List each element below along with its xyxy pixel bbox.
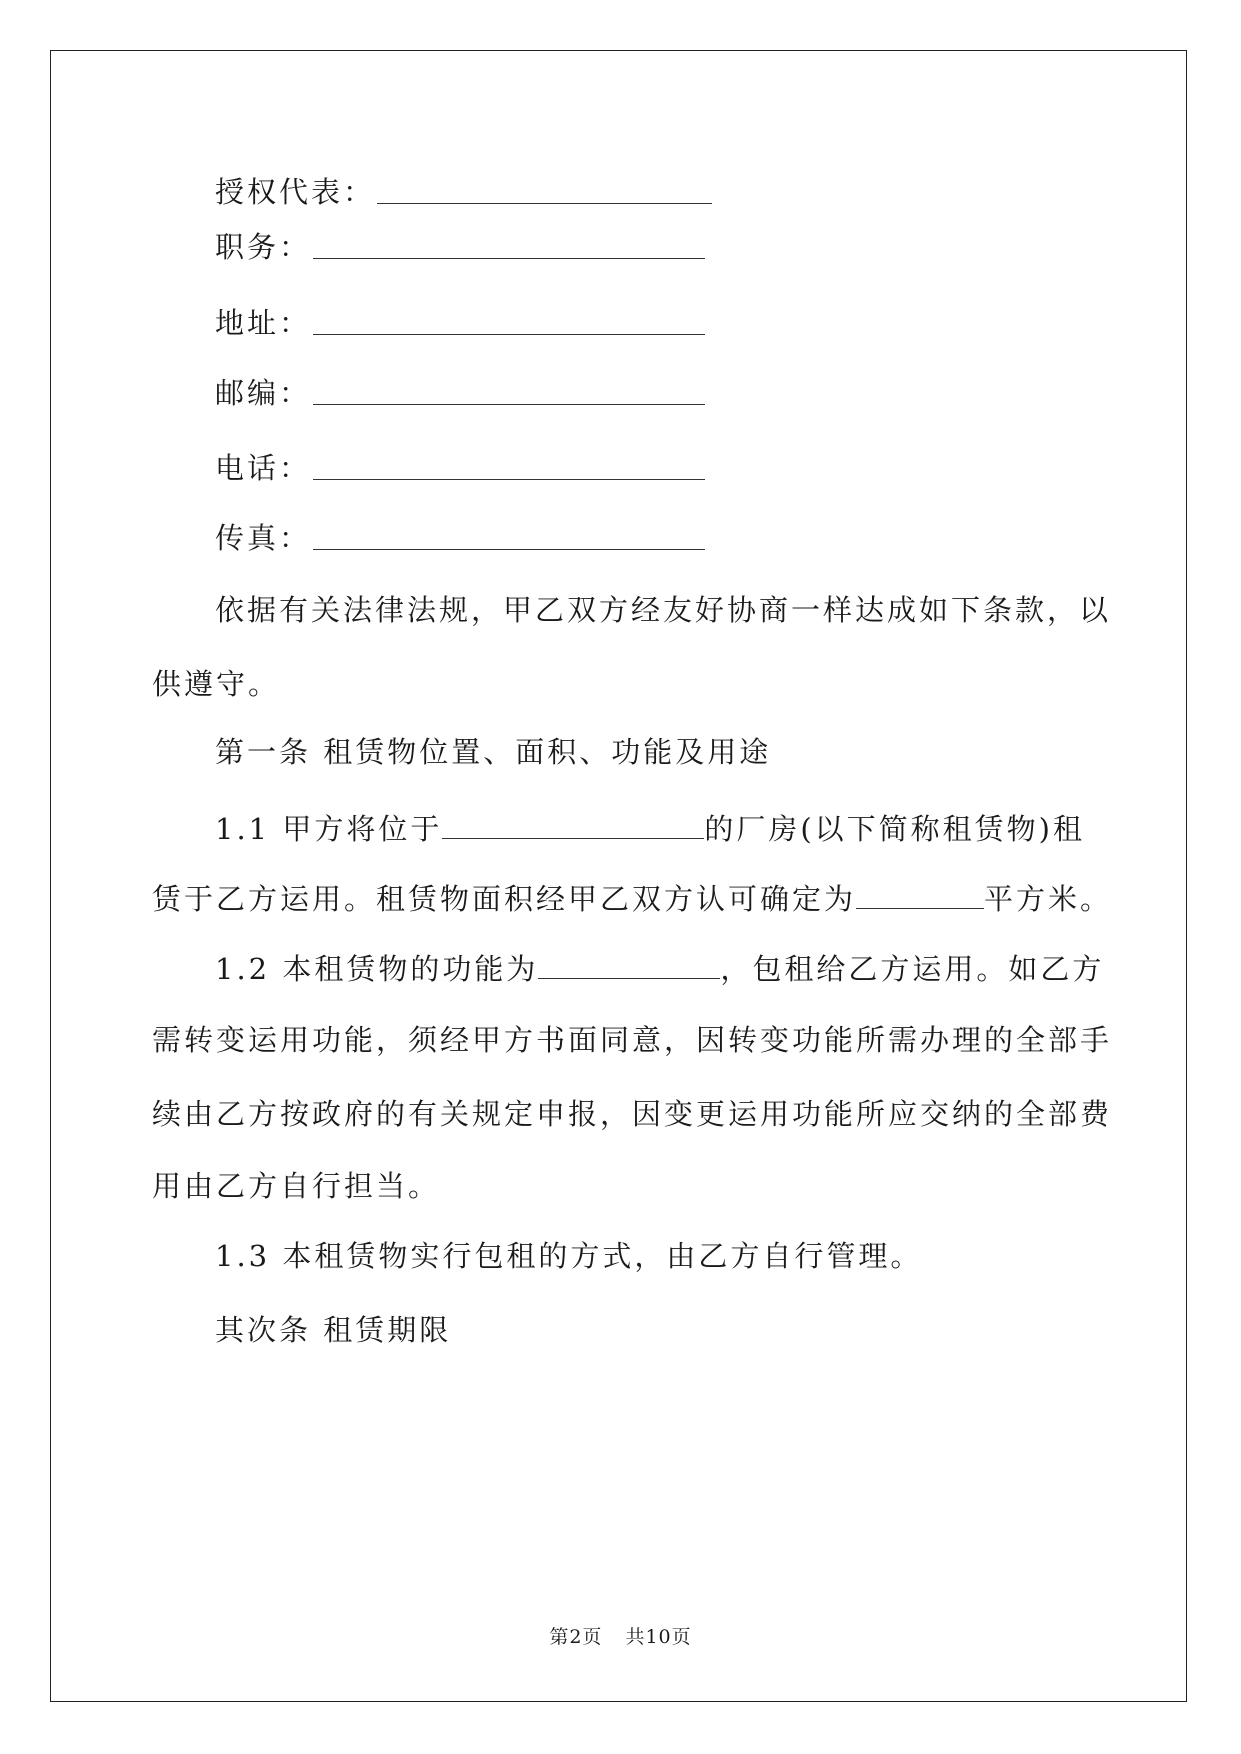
clause-1-2-line-1 [215,948,1104,989]
field-label: 电话： [215,451,312,485]
field-label: 地址： [215,306,312,340]
fill-in-blank[interactable] [313,258,705,259]
field-fax [215,518,705,558]
field-label: 职务： [215,230,312,264]
clause-1-2-line-2: 需转变运用功能，须经甲方书面同意，因转变功能所需办理的全部手 [152,1023,1113,1057]
field-label: 授权代表： [215,175,376,209]
field-address [215,303,705,343]
article1-title: 第一条 租赁物位置、面积、功能及用途 [215,735,772,769]
intro-line-1: 依据有关法律法规，甲乙双方经友好协商一样达成如下条款，以 [215,593,1112,627]
fill-in-blank[interactable] [313,404,705,405]
page-border [50,50,1187,1702]
field-label: 传真： [215,521,312,555]
clause-text: 1.2 本租赁物的功能为 [215,952,539,986]
article2-title: 其次条 租赁期限 [215,1313,452,1347]
clause-text: 的厂房(以下简称租赁物)租 [704,812,1085,846]
fill-in-blank[interactable] [856,878,984,909]
fill-in-blank[interactable] [313,334,705,335]
page-footer [0,1622,1241,1649]
field-position [215,227,705,267]
clause-text: ，包租给乙方运用。如乙方 [720,952,1105,986]
clause-text: 赁于乙方运用。租赁物面积经甲乙双方认可确定为 [152,882,857,916]
field-phone [215,448,705,488]
clause-1-3: 1.3 本租赁物实行包租的方式，由乙方自行管理。 [215,1239,923,1273]
field-authorized-rep [215,172,712,212]
clause-1-2-line-4: 用由乙方自行担当。 [152,1169,441,1203]
page-total: 共10页 [625,1626,692,1648]
field-label: 邮编： [215,376,312,410]
page-number: 第2页 [549,1626,603,1648]
fill-in-blank[interactable] [442,808,704,839]
clause-1-1-line-1 [215,808,1085,849]
field-postcode [215,373,705,413]
clause-1-1-line-2 [152,878,1112,919]
fill-in-blank[interactable] [538,948,720,979]
fill-in-blank[interactable] [313,549,705,550]
fill-in-blank[interactable] [377,203,712,204]
clause-1-2-line-3: 续由乙方按政府的有关规定申报，因变更运用功能所应交纳的全部费 [152,1097,1113,1131]
clause-text: 平方米。 [984,882,1113,916]
clause-text: 1.1 甲方将位于 [215,812,443,846]
fill-in-blank[interactable] [313,479,705,480]
intro-line-2: 供遵守。 [152,667,281,701]
